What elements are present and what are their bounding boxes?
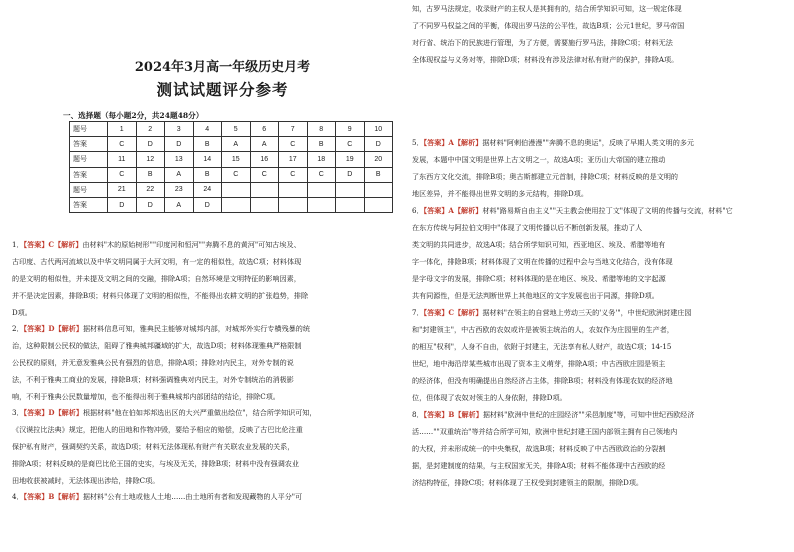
table-cell: 10 <box>364 122 393 137</box>
question-number: 1． <box>12 240 24 249</box>
table-row <box>70 197 393 212</box>
explanation-line <box>412 134 764 151</box>
table-cell: 23 <box>165 182 194 197</box>
explanation-text: 世纪，地中海沿岸某些城市出现了资本主义萌芽，排除A项；中古西欧庄园是领主 <box>412 359 666 368</box>
table-cell: D <box>136 197 165 212</box>
explanation-line <box>412 389 764 406</box>
explanation-paragraph <box>412 304 764 406</box>
explanation-line <box>12 270 388 287</box>
table-cell: D <box>336 167 365 182</box>
explanation-line <box>12 287 388 304</box>
question-number: 7． <box>412 308 424 317</box>
explanation-text: D项。 <box>12 308 32 317</box>
explanation-line <box>12 253 388 270</box>
explanation-text: 共有同源性，但是无法判断世界上其他地区的文字发展也出于同源，排除D项。 <box>412 291 659 300</box>
explanation-text: 古印度、古代两河流域以及中华文明同属于大河文明，有一定的相似性，故选C项；材料体现 <box>12 257 302 266</box>
explanation-line <box>412 202 764 219</box>
answer-tag: 【答案】C【解析】 <box>423 308 483 317</box>
explanation-line <box>412 406 764 423</box>
explanation-line <box>412 287 764 304</box>
answer-tag: 【答案】A【解析】 <box>423 206 483 215</box>
table-cell: 15 <box>222 152 251 167</box>
table-cell <box>222 182 251 197</box>
explanation-text: 位，但体现了农奴对领主的人身依附，排除D项。 <box>412 393 567 402</box>
explanation-text: 的是文明的相似性，并未提及文明之间的交融，排除A项；自然环境是文明特征的影响因素， <box>12 274 301 283</box>
explanation-line <box>412 355 764 372</box>
explanation-text: 字一体化，排除B项；材料体现了文明在传播的过程中会与当地文化结合，没有体现 <box>412 257 673 266</box>
explanation-line <box>412 423 764 440</box>
table-cell: B <box>193 137 222 152</box>
explanation-text: 地区差异，并不能得出世界文明的多元结构，排除D项。 <box>412 189 588 198</box>
explanation-text: 和"封建领主"，中古西欧的农奴或许是被领主统治的人，农奴作为庄园里的生产者， <box>412 325 674 334</box>
explanation-text: 田地收获被减时，无法体现出涉给，排除C项。 <box>12 476 160 485</box>
explanation-text: 据材料"在领主的自营地上劳动三天的'义务'"，中世纪欧洲封建庄园 <box>482 308 692 317</box>
question-number: 5． <box>412 138 424 147</box>
table-cell: C <box>279 137 308 152</box>
table-row <box>70 182 393 197</box>
table-cell: 7 <box>279 122 308 137</box>
table-cell: A <box>250 137 279 152</box>
table-cell: 24 <box>193 182 222 197</box>
explanation-line <box>412 304 764 321</box>
table-cell: 20 <box>364 152 393 167</box>
table-cell: 12 <box>136 152 165 167</box>
explanation-paragraph <box>412 406 764 491</box>
table-cell: 2 <box>136 122 165 137</box>
table-cell: 22 <box>136 182 165 197</box>
explanation-line <box>412 236 764 253</box>
table-cell: B <box>193 167 222 182</box>
answer-tag: 【答案】C【解析】 <box>23 240 83 249</box>
table-cell: 21 <box>108 182 137 197</box>
page-subtitle: 测试试题评分参考 <box>156 80 289 99</box>
table-cell: C <box>250 167 279 182</box>
table-cell <box>222 197 251 212</box>
explanation-text: 《汉谟拉比法典》规定，把他人的田地和作物冲毁，要给予相应的赔偿，反映了古巴比伦注重 <box>12 425 303 434</box>
explanation-paragraph <box>412 202 764 304</box>
table-cell: B <box>364 167 393 182</box>
explanation-line <box>412 270 764 287</box>
explanation-text: 并不是决定因素，排除B项；材料只体现了文明的相似性，不能得出农耕文明的扩张趋势，排除 <box>12 291 309 300</box>
table-cell <box>307 182 336 197</box>
answer-table <box>69 121 393 213</box>
explanation-text: 的经济体，但没有明确提出自然经济占主体，排除B项；材料没有体现农奴的经济地 <box>412 376 673 385</box>
explanation-line <box>12 371 388 388</box>
explanation-text: 据材料信息可知，雅典民主能够对城邦内部，对城邦外实行专横残暴的统 <box>82 324 310 333</box>
explanation-line <box>412 253 764 270</box>
table-row <box>70 152 393 167</box>
table-cell: C <box>108 167 137 182</box>
table-cell: 14 <box>193 152 222 167</box>
explanation-paragraph <box>12 320 388 405</box>
table-cell <box>364 182 393 197</box>
explanation-line <box>412 17 764 34</box>
explanation-text: 全体现权益与义务对等，排除D项；材料没有涉及法律对私有财产的保护，排除A项。 <box>412 55 679 64</box>
explanation-line <box>412 474 764 491</box>
explanation-text: 响，不利于雅典公民数量增加，也不能得出利于雅典城邦内部团结的结论，排除C项。 <box>12 392 280 401</box>
explanation-text: 类文明的共同进步，故选A项；结合所学知识可知，西亚地区、埃及、希腊等地有 <box>412 240 666 249</box>
table-cell: 9 <box>336 122 365 137</box>
explanation-text: 济结构特征，排除C项；材料体现了王权受到封建领主的限制，排除D项。 <box>412 478 644 487</box>
explanation-line <box>12 488 388 505</box>
explanation-line <box>412 0 764 17</box>
answer-tag: 【答案】D【解析】 <box>23 324 83 333</box>
table-cell <box>364 197 393 212</box>
explanation-line <box>412 372 764 389</box>
explanation-line <box>12 304 388 321</box>
explanation-line <box>12 337 388 354</box>
answer-tag: 【答案】B【解析】 <box>423 410 483 419</box>
explanation-text: 据材料"欧洲中世纪的庄园经济""采邑制度"等，可知中世纪西欧经济 <box>482 410 695 419</box>
table-cell <box>336 197 365 212</box>
explanation-line <box>412 151 764 168</box>
left-column <box>12 0 390 552</box>
explanation-text: 保护私有财产，强调契约关系，故选D项；材料无法体现私有财产有关联农业发展的关系， <box>12 442 295 451</box>
table-cell: B <box>136 167 165 182</box>
explanation-line <box>12 388 388 405</box>
explanation-line <box>412 338 764 355</box>
table-cell: D <box>136 137 165 152</box>
explanation-text: 据材料"公有土地或他人土地……由土地所有者和发现藏物的人平分"可 <box>82 492 303 501</box>
explanation-text: 排除A项；材料反映的是商巴比伦王国的史实，与埃及无关，排除B项；材料中没有强调农业 <box>12 459 299 468</box>
explanation-line <box>12 236 388 253</box>
table-cell: D <box>165 137 194 152</box>
question-number: 3． <box>12 408 24 417</box>
explanation-paragraph <box>12 236 388 321</box>
table-row-header: 题号 <box>70 152 108 167</box>
table-cell: B <box>307 137 336 152</box>
table-cell <box>279 182 308 197</box>
table-cell: 11 <box>108 152 137 167</box>
table-cell <box>336 182 365 197</box>
explanation-text: 活……""双重统治"等并结合所学可知，欧洲中世纪封建王国内部领主拥有自己领地内 <box>412 427 678 436</box>
table-cell: 1 <box>108 122 137 137</box>
table-cell: 3 <box>165 122 194 137</box>
table-row-header: 题号 <box>70 122 108 137</box>
explanation-text: 法，不利于雅典工商业的发展，排除B项；材料强调雅典对内民主，对外专制统治的消极影 <box>12 375 294 384</box>
explanation-line <box>12 472 388 489</box>
explanation-text: 在东方传统与阿拉伯文明中"体现了文明传播以后不断创新发展，推动了人 <box>412 223 643 232</box>
table-cell: D <box>108 197 137 212</box>
table-cell: C <box>279 167 308 182</box>
explanation-paragraph <box>412 134 764 202</box>
table-cell: 5 <box>222 122 251 137</box>
explanation-line <box>12 455 388 472</box>
question-number: 2． <box>12 324 24 333</box>
right-column <box>412 0 767 552</box>
question-number: 6． <box>412 206 424 215</box>
explanation-text: 治，这种限制公民权的做法，阻碍了雅典城邦疆域的扩大，故选D项；材料体现雅典严格限制 <box>12 341 302 350</box>
table-cell: C <box>108 137 137 152</box>
table-cell: A <box>165 167 194 182</box>
table-cell: 6 <box>250 122 279 137</box>
explanation-text: 公民权的原则，并无意发雅典公民有强烈的信息，排除A项；排除对内民主，对外专制的说 <box>12 358 294 367</box>
explanation-line <box>412 168 764 185</box>
explanation-line <box>12 404 388 421</box>
table-cell: 19 <box>336 152 365 167</box>
table-row-header: 答案 <box>70 167 108 182</box>
table-cell: 16 <box>250 152 279 167</box>
explanation-text: 了不同罗马权益之间的平衡，体现出罗马法的公平性，故选B项；公元1世纪，罗马帝国 <box>412 21 685 30</box>
table-cell <box>250 197 279 212</box>
explanation-line <box>412 34 764 51</box>
explanation-line <box>412 440 764 457</box>
table-cell: C <box>307 167 336 182</box>
explanation-paragraph <box>412 0 764 68</box>
question-number: 8． <box>412 410 424 419</box>
table-cell <box>307 197 336 212</box>
answer-tag: 【答案】D【解析】 <box>23 408 83 417</box>
table-cell: C <box>336 137 365 152</box>
explanation-text: 对行省、统治下的民族进行管理，为了方便，需要施行罗马法，排除C项；材料无法 <box>412 38 673 47</box>
table-row-header: 题号 <box>70 182 108 197</box>
explanation-paragraph <box>12 488 388 505</box>
explanation-text: 发展，本题中中国文明是世界上古文明之一，故选A项；亚历山大帝国的建立推动 <box>412 155 666 164</box>
table-cell: A <box>165 197 194 212</box>
section-header: 一、选择题（每小题2分，共24题48分） <box>63 111 204 120</box>
table-row <box>70 167 393 182</box>
explanation-line <box>412 321 764 338</box>
answer-tag: 【答案】B【解析】 <box>23 492 83 501</box>
page-title: 2024年3月高一年级历史月考 <box>134 60 311 75</box>
table-row <box>70 137 393 152</box>
table-cell: A <box>222 137 251 152</box>
explanation-text: 是字母文字的发展，排除C项；材料体现的是在地区、埃及、希腊等地的文字起源 <box>412 274 666 283</box>
table-row-header: 答案 <box>70 137 108 152</box>
explanation-text: 据，是封建制度的结果，与主权国家无关，排除A项；材料不能体现中古西欧的经 <box>412 461 666 470</box>
explanation-text: 据材料"阿剌伯漫漫""奔腾不息的奥运"，反映了早期人类文明的多元 <box>482 138 695 147</box>
explanation-line <box>12 438 388 455</box>
explanation-line <box>12 320 388 337</box>
table-cell: D <box>193 197 222 212</box>
explanation-text: 知，古罗马法规定，收录财产的主权人是其拥有的，结合所学知识可知，这一规定体现 <box>412 4 682 13</box>
table-cell: 17 <box>279 152 308 167</box>
explanation-line <box>12 354 388 371</box>
question-number: 4． <box>12 492 24 501</box>
explanation-line <box>412 219 764 236</box>
table-cell: 18 <box>307 152 336 167</box>
explanation-text: 由材料"木的原始树形""印度河和恒河""奔腾不息的黄河"可知古埃及、 <box>82 240 301 249</box>
table-cell <box>250 182 279 197</box>
table-row-header: 答案 <box>70 197 108 212</box>
table-cell: 8 <box>307 122 336 137</box>
explanation-text: 根据材料"他在伯如邦邦选出区的大兴严重做出绘位"，结合所学知识可知， <box>82 408 317 417</box>
table-row <box>70 122 393 137</box>
table-cell: 4 <box>193 122 222 137</box>
table-cell: 13 <box>165 152 194 167</box>
table-cell <box>279 197 308 212</box>
explanation-line <box>412 51 764 68</box>
table-cell: C <box>222 167 251 182</box>
explanation-line <box>412 185 764 202</box>
explanation-text: 的大权，并未形成统一的中央集权，故选B项；材料反映了中古西欧政治的分裂割 <box>412 444 666 453</box>
table-cell: D <box>364 137 393 152</box>
explanation-text: 了东西方文化交流，排除B项；奥古斯都建立元首制，排除C项；材料反映的是文明的 <box>412 172 679 181</box>
explanation-paragraph <box>12 404 388 489</box>
answer-tag: 【答案】A【解析】 <box>423 138 483 147</box>
explanation-text: 材料"路易斯自由主义""天主教会使用拉丁文"体现了文明的传播与交流，材料"它 <box>482 206 733 215</box>
explanation-line <box>412 457 764 474</box>
explanation-text: 的相互"权利"，人身不自由，依附于封建主，无法享有私人财产，故选C项；14-15 <box>412 342 672 351</box>
explanation-line <box>12 421 388 438</box>
